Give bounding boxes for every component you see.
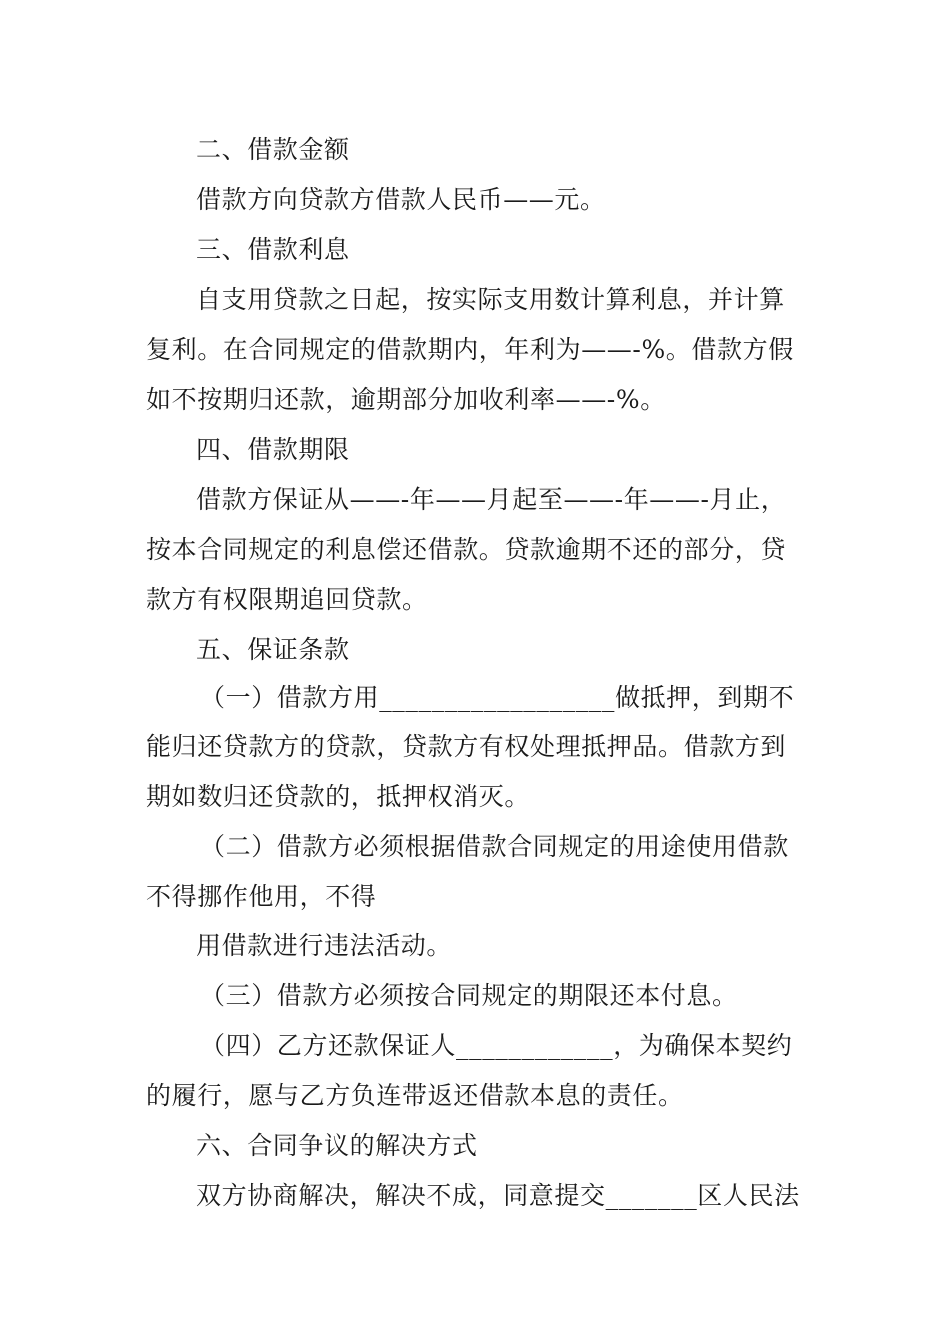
paragraph-line: 自支用贷款之日起，按实际支用数计算利息，并计算 bbox=[196, 285, 785, 314]
paragraph-line: 复利。在合同规定的借款期内，年利为——-%。借款方假 bbox=[146, 335, 794, 364]
section-heading-dispute-resolution: 六、合同争议的解决方式 bbox=[196, 1131, 478, 1160]
clause-line: （三）借款方必须按合同规定的期限还本付息。 bbox=[200, 981, 738, 1010]
paragraph-line: 借款方保证从——-年——月起至——-年——-月止， bbox=[196, 485, 787, 514]
section-heading-guarantee-terms: 五、保证条款 bbox=[196, 635, 350, 664]
paragraph-line: 用借款进行违法活动。 bbox=[196, 931, 453, 960]
paragraph-line: 按本合同规定的利息偿还借款。贷款逾期不还的部分，贷 bbox=[146, 535, 787, 564]
paragraph-line: 的履行，愿与乙方负连带返还借款本息的责任。 bbox=[146, 1081, 684, 1110]
clause-line: （一）借款方用__________________做抵押，到期不 bbox=[200, 683, 795, 712]
section-heading-loan-interest: 三、借款利息 bbox=[196, 235, 350, 264]
paragraph-line: 如不按期归还款，逾期部分加收利率——-%。 bbox=[146, 385, 666, 414]
clause-line: （四）乙方还款保证人____________，为确保本契约 bbox=[200, 1031, 793, 1060]
section-heading-loan-amount: 二、借款金额 bbox=[196, 135, 350, 164]
section-heading-loan-term: 四、借款期限 bbox=[196, 435, 350, 464]
paragraph-line: 双方协商解决，解决不成，同意提交_______区人民法 bbox=[196, 1181, 800, 1210]
paragraph-line: 不得挪作他用，不得 bbox=[146, 882, 377, 911]
clause-line: （二）借款方必须根据借款合同规定的用途使用借款 bbox=[200, 832, 789, 861]
paragraph-line: 能归还贷款方的贷款，贷款方有权处理抵押品。借款方到 bbox=[146, 732, 787, 761]
paragraph-line: 款方有权限期追回贷款。 bbox=[146, 585, 428, 614]
paragraph-line: 借款方向贷款方借款人民币——元。 bbox=[196, 185, 606, 214]
paragraph-line: 期如数归还贷款的，抵押权消灭。 bbox=[146, 782, 531, 811]
